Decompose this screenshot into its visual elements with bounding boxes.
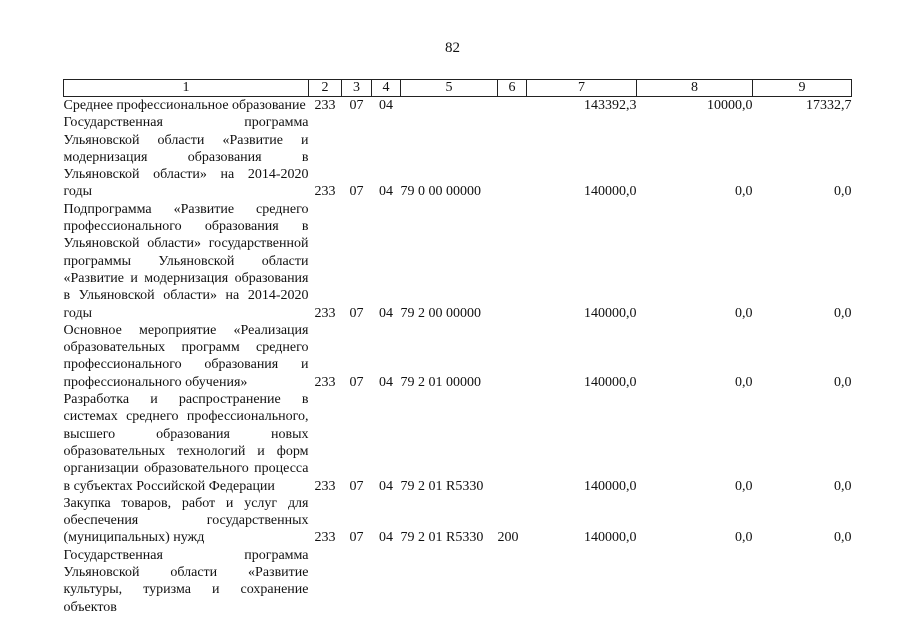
table-row <box>64 391 852 495</box>
row-amount-7: 140000,0 <box>584 305 637 321</box>
row-section: 07 <box>349 98 364 113</box>
row-admin-code: 233 <box>314 478 336 494</box>
row-expense-type <box>498 97 527 115</box>
row-amount-8: 0,0 <box>735 374 753 390</box>
row-expense-type <box>498 391 527 495</box>
row-subsection: 04 <box>379 530 393 546</box>
row-amount-8: 0,0 <box>735 184 753 200</box>
header-col-6: 6 <box>498 80 527 97</box>
row-target-article: 79 2 01 00000 <box>400 374 481 390</box>
row-target-article: 79 2 00 00000 <box>400 305 481 321</box>
row-amount-7: 143392,3 <box>584 98 637 113</box>
table-row <box>64 322 852 391</box>
row-description: Среднее профессиональное образование <box>63 98 306 113</box>
row-amount-9: 17332,7 <box>806 98 852 113</box>
row-description: Государственная программа Ульяновской области «Развитие культуры, туризма и сохранение объектов <box>63 547 309 615</box>
header-col-9: 9 <box>753 80 852 97</box>
header-col-5: 5 <box>401 80 498 97</box>
row-amount-7 <box>527 547 637 616</box>
row-subsection: 04 <box>379 478 393 494</box>
header-col-1: 1 <box>64 80 309 97</box>
row-amount-8: 10000,0 <box>707 98 753 113</box>
row-section: 07 <box>349 530 364 546</box>
row-amount-8 <box>637 547 753 616</box>
row-section: 07 <box>349 305 364 321</box>
page-number: 82 <box>445 40 460 56</box>
table-row <box>64 495 852 547</box>
row-description: Разработка и распространение в системах среднего профессионального, высшего образования новых образовательных технологий и форм организации образовательного процесса в субъектах Российской Федерации <box>63 392 309 494</box>
header-col-4: 4 <box>372 80 401 97</box>
row-target-article: 79 0 00 00000 <box>400 184 481 200</box>
row-target-article <box>401 97 498 115</box>
row-description: Основное мероприятие «Реализация образовательных программ среднего профессионального образования и профессионального обучения» <box>63 322 309 390</box>
row-expense-type <box>498 114 527 200</box>
row-section: 07 <box>349 478 364 494</box>
row-subsection: 04 <box>379 184 393 200</box>
budget-table <box>63 79 852 616</box>
row-amount-9: 0,0 <box>834 184 852 200</box>
row-description: Закупка товаров, работ и услуг для обеспечения государственных (муниципальных) нужд <box>63 495 309 546</box>
header-col-2: 2 <box>309 80 342 97</box>
row-amount-9: 0,0 <box>834 478 852 494</box>
row-amount-9: 0,0 <box>834 530 852 546</box>
row-target-article <box>401 547 498 616</box>
row-subsection: 04 <box>379 374 393 390</box>
row-subsection: 04 <box>379 98 393 113</box>
row-amount-7: 140000,0 <box>584 530 637 546</box>
row-target-article: 79 2 01 R5330 <box>400 530 484 546</box>
row-amount-7: 140000,0 <box>584 478 637 494</box>
row-section <box>342 547 372 616</box>
row-amount-7: 140000,0 <box>584 374 637 390</box>
row-admin-code: 233 <box>314 184 336 200</box>
table-row <box>64 547 852 616</box>
row-target-article: 79 2 01 R5330 <box>400 478 484 494</box>
row-admin-code: 233 <box>314 530 336 546</box>
row-admin-code: 233 <box>314 98 336 113</box>
header-row <box>64 80 852 97</box>
row-amount-8: 0,0 <box>735 305 753 321</box>
row-subsection <box>372 547 401 616</box>
row-description: Государственная программа Ульяновской области «Развитие и модернизация образования в Ульяновской области» на 2014-2020 годы <box>63 115 309 200</box>
row-admin-code: 233 <box>314 374 336 390</box>
row-expense-type <box>498 322 527 391</box>
table-row <box>64 97 852 115</box>
header-col-3: 3 <box>342 80 372 97</box>
row-admin-code: 233 <box>314 305 336 321</box>
row-amount-8: 0,0 <box>735 478 753 494</box>
row-admin-code <box>309 547 342 616</box>
row-amount-9: 0,0 <box>834 374 852 390</box>
row-expense-type <box>498 201 527 322</box>
row-amount-9 <box>753 547 852 616</box>
header-col-7: 7 <box>527 80 637 97</box>
row-amount-7: 140000,0 <box>584 184 637 200</box>
row-section: 07 <box>349 184 364 200</box>
row-subsection: 04 <box>379 305 393 321</box>
table-row <box>64 114 852 200</box>
row-expense-type: 200 <box>497 530 519 546</box>
row-expense-type <box>498 547 527 616</box>
header-col-8: 8 <box>637 80 753 97</box>
row-amount-9: 0,0 <box>834 305 852 321</box>
table-row <box>64 201 852 322</box>
row-amount-8: 0,0 <box>735 530 753 546</box>
row-section: 07 <box>349 374 364 390</box>
row-description: Подпрограмма «Развитие среднего профессионального образования в Ульяновской области» государственной программы Ульяновской области «Развитие и модернизация образования в Ульяновской области» на 2014-2020 годы <box>63 201 309 321</box>
